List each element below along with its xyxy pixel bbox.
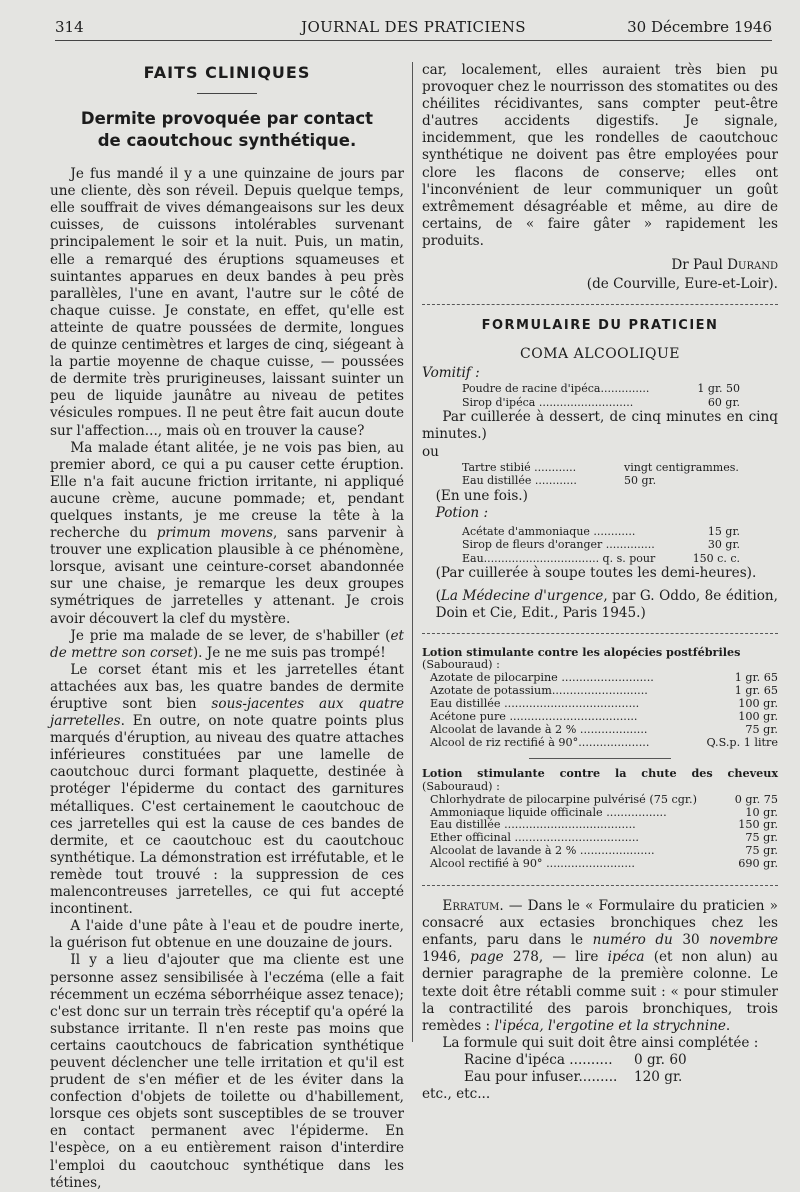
potion-label: Potion :	[435, 504, 489, 521]
issue-date: 30 Décembre 1946	[627, 18, 772, 36]
lotion-divider	[529, 758, 671, 759]
lotion-chute-cheveux: Lotion stimulante contre la chute des cheveux (Sabouraud) : Chlorhydrate de pilocarpine pulvérisé (75 cgr.) 0 gr. 75 Ammoniaque liquide officinale ................. 10 gr. Eau distillée ..................................... 150 gr. Ether officinal ................................... 75 gr. Alcoolat de lavande à 2 % ..................... 75 gr. Alcool rectifié à 90° ......................... 690 gr.	[422, 765, 778, 871]
section-divider	[422, 304, 778, 305]
paragraph: Je prie ma malade de se lever, de s'habiller (et de mettre son corset). Je ne me suis pas trompé!	[50, 627, 404, 661]
ingredient-row: Ammoniaque liquide officinale ................. 10 gr.	[430, 805, 778, 819]
ingredient-row: Ether officinal ................................... 75 gr.	[430, 831, 778, 845]
page-number: 314	[55, 18, 84, 36]
tartre-list	[422, 461, 778, 488]
section-divider	[422, 885, 778, 886]
signature: Dr Paul Durand (de Courville, Eure-et-Loir).	[586, 257, 778, 293]
ingredient-row: Acétone pure .................................... 100 gr.	[430, 710, 778, 724]
ingredient-row: Acétate d'ammoniaque ............ 15 gr.	[462, 524, 740, 538]
journal-title: JOURNAL DES PRATICIENS	[301, 18, 526, 36]
potion-list	[422, 525, 778, 566]
paragraph: Le corset étant mis et les jarretelles étant attachées aux bas, les quatre bandes de dermite éruptive sont bien sous-jacentes aux quatre jarretelles. En outre, on note quatre points plus marqués d'éruption, au niveau des quatre attaches inférieures constituées par une lamelle de caoutchouc durci formant plaquette, destinée à protéger l'épiderme du contact des garnitures métalliques. C'est certainement le caoutchouc de ces jarretelles qui est la cause de ces bandes de dermite, et ce caoutchouc est du caoutchouc synthétique. La démonstration est irréfutable, et le remède tout trouvé : la suppression de ces malencontreuses jarretelles, ce qui fut accepté incontinent.	[50, 661, 404, 918]
ingredient-row: Eau pour infuser......... 120 gr.	[464, 1069, 683, 1085]
erratum-text: Erratum. — Dans le « Formulaire du praticien » consacré aux ectasies bronchiques chez les enfants, paru dans le numéro du 30 novembre 1946, page 278, — lire ipéca (et non alun) au dernier paragraphe de la première colonne. Le texte doit être rétabli comme suit : « pour stimuler la contractilité des parois bronchiques, trois remèdes : l'ipéca, l'ergotine et la strychnine.	[422, 898, 778, 1034]
ingredient-row: Racine d'ipéca .......... 0 gr. 60	[464, 1051, 687, 1068]
prescription-title: COMA ALCOOLIQUE	[520, 346, 680, 363]
ingredient-row: Sirop d'ipéca ........................... 60 gr.	[462, 395, 740, 409]
ingredient-row: Alcoolat de lavande à 2 % ..................... 75 gr.	[430, 844, 778, 858]
ingredient-row: Eau distillée ..................................... 150 gr.	[430, 818, 778, 832]
page-header	[55, 18, 772, 38]
lotion-title: Lotion stimulante contre les alopécies postfébriles	[422, 644, 741, 659]
lotion-title: Lotion stimulante contre la chute des cheveux	[422, 765, 778, 780]
ingredient-row: Sirop de fleurs d'oranger .............. 30 gr.	[462, 538, 740, 552]
title-rule	[197, 93, 257, 94]
vomitif-label: Vomitif :	[422, 365, 480, 382]
section-divider	[422, 633, 778, 634]
etc-text: etc., etc...	[422, 1086, 491, 1103]
paragraph-continued: car, localement, elles auraient très bien pu provoquer chez le nourrisson des stomatites ou des chéilites récidivantes, sans compter peut-être d'autres accidents digestifs. Je signale, incidemment, que les rondelles de caoutchouc synthétique ne doivent pas être employées pour clore les flacons de conserve; elles ont l'inconvénient de leur communiquer un goût extrêmement désagréable et même, au dire de certains, de « faire gâter » rapidement les produits.	[422, 62, 778, 249]
formula-intro: La formule qui suit doit être ainsi complétée :	[442, 1034, 759, 1051]
ingredient-row: Azotate de pilocarpine .......................... 1 gr. 65	[430, 671, 778, 685]
ingredient-row: Eau distillée ............ 50 gr.	[462, 474, 657, 488]
erratum	[422, 898, 778, 1103]
ingredient-row: Tartre stibié ............ vingt centigrammes.	[462, 460, 739, 474]
formulaire-title: FORMULAIRE DU PRATICIEN	[481, 318, 719, 334]
article-title-line-1: Dermite provoquée par contact	[80, 109, 374, 129]
column-divider	[412, 62, 413, 1042]
dosage-note: Par cuillerée à dessert, de cinq minutes en cinq minutes.)	[422, 409, 778, 443]
lotion-alopecie: Lotion stimulante contre les alopécies postfébriles (Sabouraud) : Azotate de pilocarpine .......................... 1 gr. 65 Azotate de potassium........................... 1 gr. 65 Eau distillée ...................................... 100 gr. Acétone pure .................................... 100 gr. Alcoolat de lavande à 2 % ................... 75 gr. Alcool de riz rectifié à 90°.................... Q.S.p. 1 litre	[422, 644, 778, 749]
ingredient-row: Alcool rectifié à 90° ......................... 690 gr.	[430, 857, 778, 871]
or-label: ou	[422, 443, 439, 460]
section-title: FAITS CLINIQUES	[143, 63, 311, 82]
source-citation: (La Médecine d'urgence, par G. Oddo, 8e édition, Doin et Cie, Edit., Paris 1945.)	[435, 588, 778, 622]
ingredient-row: Alcool de riz rectifié à 90°.................... Q.S.p. 1 litre	[430, 735, 778, 749]
article-title-line-2: de caoutchouc synthétique.	[97, 131, 357, 151]
header-rule	[55, 40, 772, 41]
dosage-note: (En une fois.)	[435, 487, 528, 504]
ingredient-row: Alcoolat de lavande à 2 % ................... 75 gr.	[430, 723, 778, 736]
ingredient-row: Eau................................. q. s. pour 150 c. c.	[462, 551, 740, 565]
ingredient-row: Azotate de potassium........................... 1 gr. 65	[430, 684, 778, 698]
paragraph: Ma malade étant alitée, je ne vois pas bien, au premier abord, ce qui a pu causer cette éruption. Elle n'a fait aucune friction irritante, ni appliqué aucune crème, aucune pommade; et, pendant quelques instants, je me creuse la tête à la recherche du primum movens, sans parvenir à trouver une explication plausible à ce phénomène, lorsque, avisant une ceinture-corset abandonnée sur une chaise, je remarque les deux groupes symétriques de jarretelles y attenant. Je crois avoir découvert la clef du mystère.	[50, 439, 404, 627]
article-title	[50, 108, 404, 152]
dosage-note: (Par cuillerée à soupe toutes les demi-heures).	[435, 565, 757, 582]
paragraph: A l'aide d'une pâte à l'eau et de poudre inerte, la guérison fut obtenue en une douzaine de jours.	[50, 918, 404, 952]
right-column	[422, 62, 778, 1103]
ingredient-row: Poudre de racine d'ipéca.............. 1 gr. 50	[462, 382, 740, 396]
left-column	[50, 62, 404, 1192]
paragraph: Je fus mandé il y a une quinzaine de jours par une cliente, dès son réveil. Depuis quelque temps, elle souffrait de vives démangeaisons sur les deux cuisses, de cuissons intolérables survenant principalement le soir et la nuit. Puis, un matin, elle a remarqué des éruptions squameuses et suintantes apparues en deux bandes à peu près parallèles, l'une en avant, l'autre sur le côté de chaque cuisse. Je constate, en effet, qu'elle est atteinte de quatre poussées de dermite, longues de quinze centimètres et larges de cinq, siégeant à la partie moyenne de chaque cuisse, — poussées de dermite très prurigineuses, laissant suinter un peu de liquide jaunâtre au niveau de petites vésicules rompues. Il ne peut être fait aucun doute sur l'affection..., mais où en trouver la cause?	[50, 166, 404, 439]
vomitif-list	[422, 382, 778, 409]
ingredient-row: Chlorhydrate de pilocarpine pulvérisé (75 cgr.) 0 gr. 75	[430, 792, 778, 806]
paragraph: Il y a lieu d'ajouter que ma cliente est une personne assez sensibilisée à l'eczéma (elle a fait récemment un eczéma séborrhéique assez tenace); c'est donc sur un terrain très réceptif qu'a opéré la substance irritante. Il n'en reste pas moins que certains caoutchoucs de fabrication synthétique peuvent déclencher une telle irritation et qu'il est prudent de s'en méfier et de les éviter dans la confection d'objets de toilette ou d'habillement, lorsque ces objets sont susceptibles de se trouver en contact permanent avec l'épiderme. En l'espèce, on a eu entièrement raison d'interdire l'emploi du caoutchouc synthétique dans les tétines,	[50, 952, 404, 1191]
ingredient-row: Eau distillée ...................................... 100 gr.	[430, 697, 778, 711]
